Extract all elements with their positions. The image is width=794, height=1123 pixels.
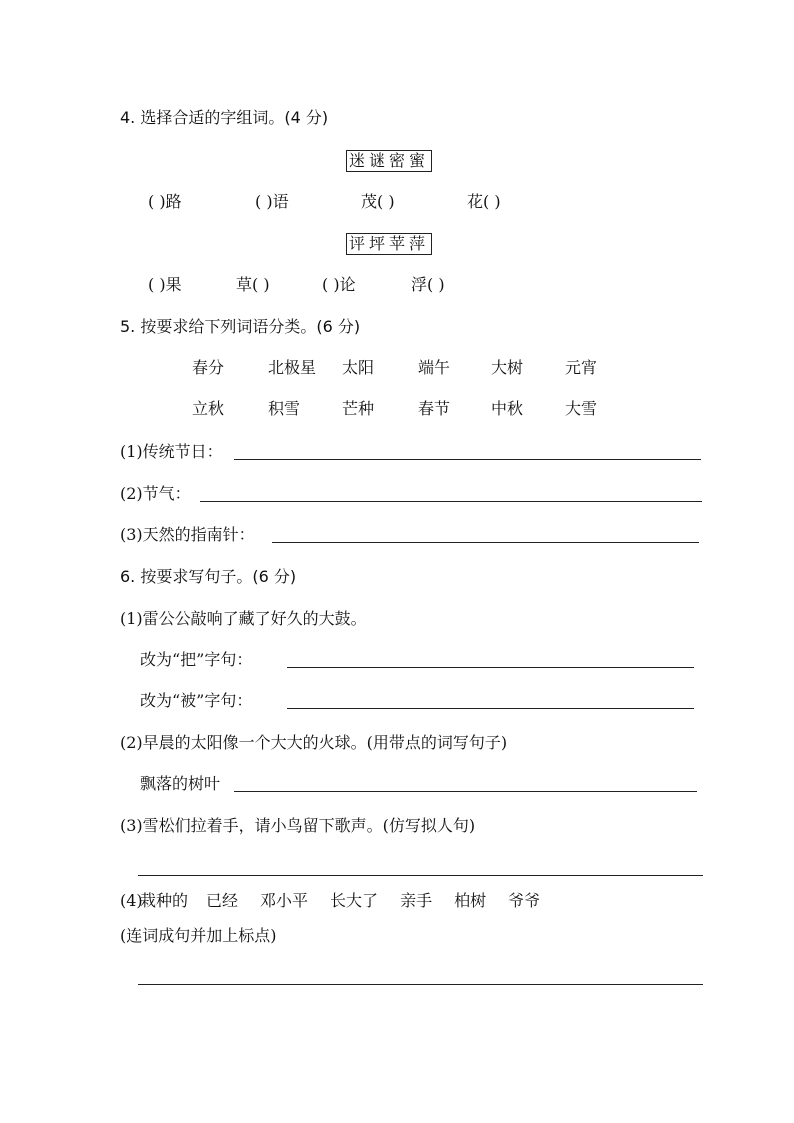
q4-row1-item-4: 花( ): [467, 192, 501, 211]
q6-sentence-1-bei-label: 改为“被”字句：: [140, 691, 253, 710]
q4-option-box-1: 迷谜密蜜: [346, 150, 432, 172]
q5-word: 大树: [491, 358, 524, 377]
q6-sentence-3-answer-line[interactable]: [138, 875, 703, 876]
q5-word: 芒种: [342, 399, 375, 418]
q4-row2-item-4: 浮( ): [411, 275, 445, 294]
q6-sentence-4-label: (4): [120, 891, 143, 910]
q6-sentence-2-answer-line[interactable]: [234, 791, 697, 792]
q6-sentence-4-note: (连词成句并加上标点): [120, 926, 277, 945]
q6-sentence-2-prompt: 飘落的树叶: [140, 774, 221, 793]
q4-row2-item-3: ( )论: [322, 275, 356, 294]
q6-word: 爷爷: [508, 891, 541, 910]
q5-word: 北极星: [268, 358, 317, 377]
q5-item-2-label: (2)节气：: [120, 484, 191, 503]
q4-row1-item-2: ( )语: [255, 192, 289, 211]
q5-word: 太阳: [342, 358, 375, 377]
q6-word: 长大了: [330, 891, 379, 910]
q6-sentence-3: (3)雪松们拉着手，请小鸟留下歌声。(仿写拟人句): [120, 816, 476, 835]
q4-row1-item-1: ( )路: [148, 192, 182, 211]
q5-word: 端午: [418, 358, 451, 377]
q6-title: 6. 按要求写句子。(6 分): [120, 567, 297, 586]
q5-word: 春分: [192, 358, 225, 377]
q5-item-1-label: (1)传统节日：: [120, 442, 223, 461]
q6-word: 栽种的: [140, 891, 189, 910]
q6-sentence-1-ba-answer-line[interactable]: [287, 667, 694, 668]
q6-word: 邓小平: [260, 891, 309, 910]
q5-item-2-answer-line[interactable]: [200, 501, 702, 502]
q4-row2-item-2: 草( ): [236, 275, 270, 294]
q4-row2-item-1: ( )果: [148, 275, 182, 294]
q6-word: 亲手: [400, 891, 433, 910]
q6-sentence-1: (1)雷公公敲响了藏了好久的大鼓。: [120, 609, 367, 628]
q6-sentence-1-bei-answer-line[interactable]: [287, 708, 694, 709]
q5-word: 元宵: [565, 358, 598, 377]
q5-item-3-answer-line[interactable]: [272, 542, 699, 543]
q6-sentence-1-ba-label: 改为“把”字句：: [140, 650, 253, 669]
q4-option-box-2: 评坪苹萍: [346, 233, 432, 255]
q5-word: 积雪: [268, 399, 301, 418]
q5-item-3-label: (3)天然的指南针：: [120, 525, 255, 544]
q6-sentence-4-row: [120, 891, 600, 911]
q5-word: 立秋: [192, 399, 225, 418]
q4-row1-item-3: 茂( ): [361, 192, 395, 211]
q5-word: 中秋: [491, 399, 524, 418]
q5-word: 大雪: [565, 399, 598, 418]
q5-word: 春节: [418, 399, 451, 418]
q6-word: 已经: [206, 891, 239, 910]
q5-item-1-answer-line[interactable]: [234, 459, 701, 460]
q6-sentence-2: (2)早晨的太阳像一个大大的火球。(用带点的词写句子): [120, 733, 508, 752]
q6-word: 柏树: [454, 891, 487, 910]
q4-title: 4. 选择合适的字组词。(4 分): [120, 108, 329, 127]
q6-sentence-4-answer-line[interactable]: [138, 984, 703, 985]
q5-title: 5. 按要求给下列词语分类。(6 分): [120, 317, 361, 336]
